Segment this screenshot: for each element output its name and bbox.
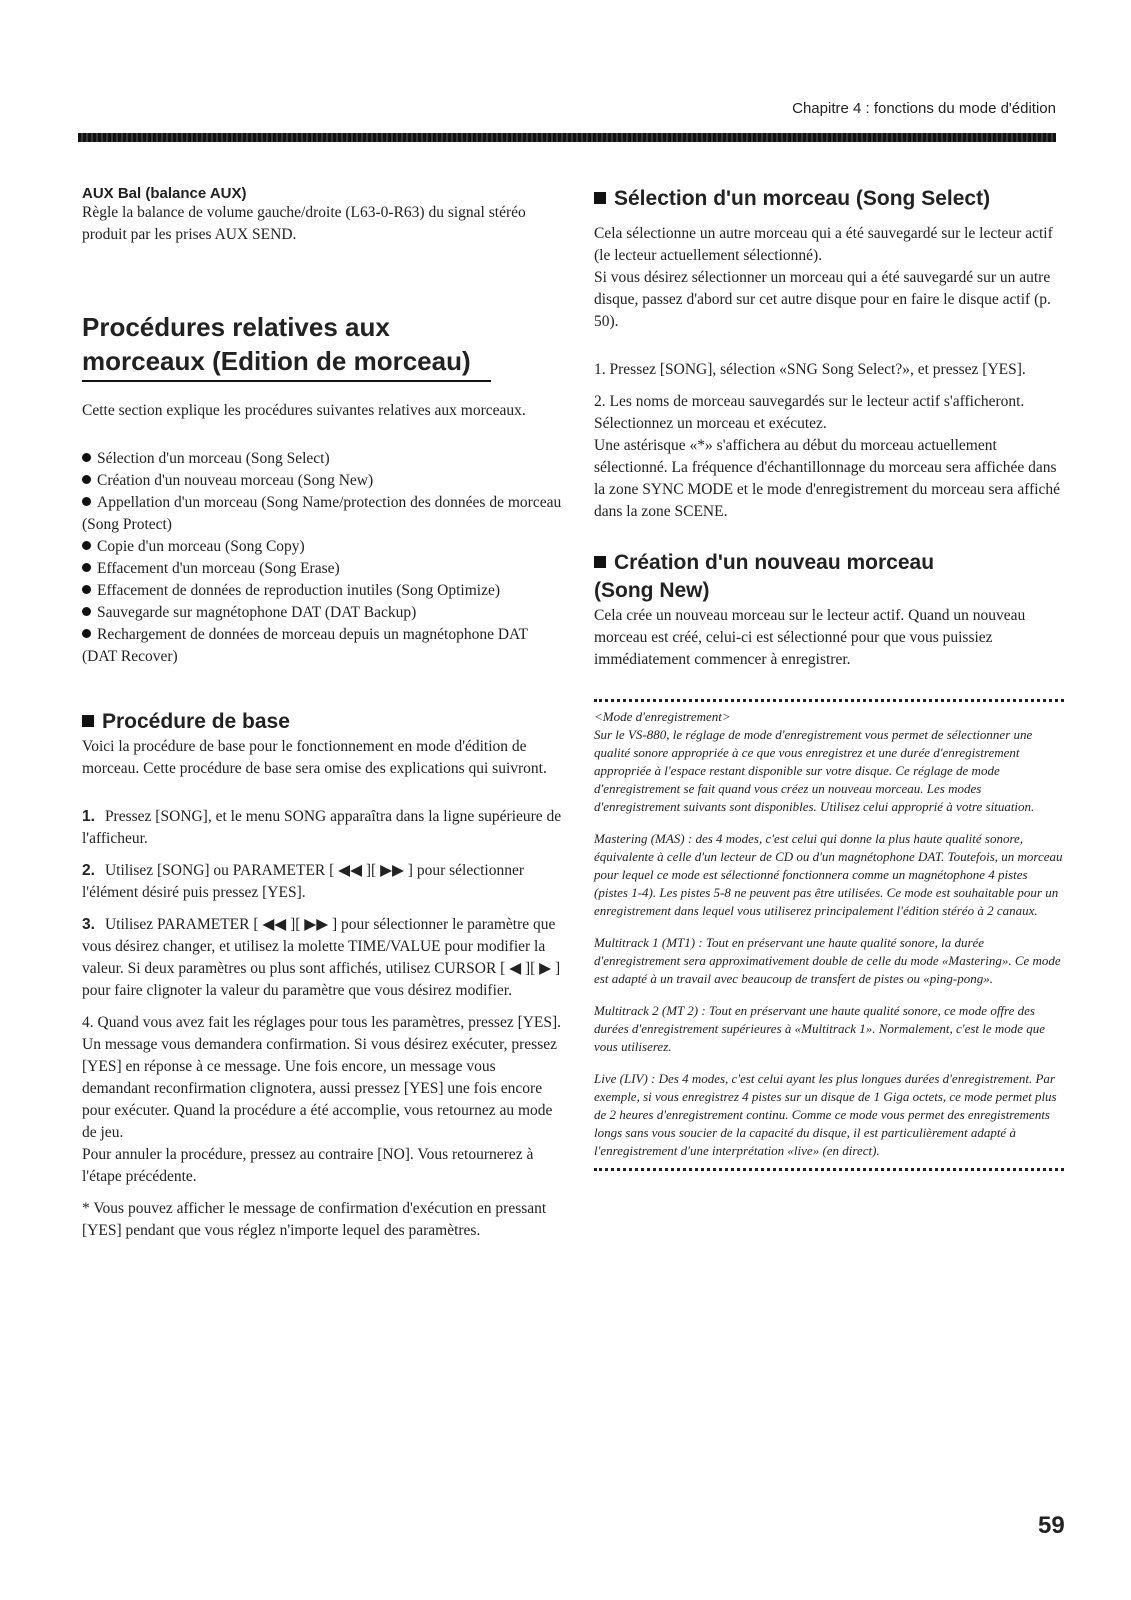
note-live: Live (LIV) : Des 4 modes, c'est celui ayant les plus longues durées d'enregistrement. Par exemple, si vous enregistrez 4 pistes sur un disque de 1 Giga octets, ce mode permet plus de 2 heures d'enregistrement continu. Comme ce mode vous permet des enregistrements longs sans vous soucier de la capacité du disque, il est particulièrement adapté à l'enregistrement d'une interprétation «live» (en direct).	[594, 1071, 1057, 1158]
song-select-step-1: 1. Pressez [SONG], sélection «SNG Song Select?», et pressez [YES].	[594, 361, 1026, 378]
song-new-heading: Création d'un nouveau morceau (Song New)	[594, 551, 935, 602]
step-item: 2. Utilisez [SONG] ou PARAMETER [ ◀◀ ][ ▶▶ ] pour sélectionner l'élément désiré puis pressez [YES].	[82, 862, 524, 901]
note-multitrack-1: Multitrack 1 (MT1) : Tout en préservant une haute qualité sonore, la durée d'enregistrement sera approximativement double de celle du mode «Mastering». Ce mode est adapté à un travail avec beaucoup de transfert de pistes ou «ping-pong».	[594, 935, 1061, 986]
page-number: 59	[1038, 1512, 1065, 1539]
section-title-line1: Procédures relatives aux	[82, 312, 390, 342]
bullet-icon	[82, 607, 91, 616]
base-procedure-text: Voici la procédure de base pour le fonctionnement en mode d'édition de morceau. Cette procédure de base sera omise des explications qui suivront.	[82, 738, 547, 777]
step-4-detail: Un message vous demandera confirmation. Si vous désirez exécuter, pressez [YES] en réponse à ce message. Une fois encore, un message vous demandant reconfirmation clignotera, aussi pressez [YES] une fois encore pour exécuter. Quand la procédure a été accomplie, vous retournez au mode de jeu.	[82, 1036, 557, 1141]
procedure-list	[82, 448, 562, 668]
list-item: Effacement de données de reproduction inutiles (Song Optimize)	[82, 580, 562, 602]
bullet-icon	[82, 629, 91, 638]
list-item: Rechargement de données de morceau depuis un magnétophone DAT (DAT Recover)	[82, 626, 528, 665]
list-item: Appellation d'un morceau (Song Name/protection des données de morceau (Song Protect)	[82, 494, 562, 533]
note-divider	[594, 1168, 1064, 1171]
chapter-header: Chapitre 4 : fonctions du mode d'édition	[792, 100, 1056, 117]
list-item: Sélection d'un morceau (Song Select)	[82, 448, 562, 470]
header-rule	[78, 133, 1056, 142]
note-title: <Mode d'enregistrement>	[594, 709, 731, 724]
section-title-line2: morceaux (Edition de morceau)	[82, 344, 491, 382]
step-item: 3. Utilisez PARAMETER [ ◀◀ ][ ▶▶ ] pour sélectionner le paramètre que vous désirez changer, et utilisez la molette TIME/VALUE pour modifier la valeur. Si deux paramètres ou plus sont affichés, utilisez CURSOR [ ◀ ][ ▶ ] pour faire clignoter la valeur du paramètre que vous désirez modifier.	[82, 916, 561, 999]
song-select-text-2: Si vous désirez sélectionner un morceau qui a été sauvegardé sur un autre disque, passez d'abord sur cet autre disque pour en faire le disque actif (p. 50).	[594, 269, 1051, 330]
left-column	[82, 185, 562, 1242]
step-item: 1. Pressez [SONG], et le menu SONG apparaîtra dans la ligne supérieure de l'afficheur.	[82, 808, 562, 847]
bullet-icon	[82, 563, 91, 572]
tip-text: * Vous pouvez afficher le message de confirmation d'exécution en pressant [YES] pendant que vous réglez n'importe lequel des paramètres.	[82, 1200, 547, 1239]
steps-list	[82, 806, 562, 1002]
song-select-text-1: Cela sélectionne un autre morceau qui a été sauvegardé sur le lecteur actif (le lecteur actuellement sélectionné).	[594, 225, 1053, 264]
note-mastering: Mastering (MAS) : des 4 modes, c'est celui qui donne la plus haute qualité sonore, équivalente à celle d'un lecteur de CD ou d'un magnétophone DAT. Toutefois, un morceau pour lequel ce mode est sélectionné fonctionnera comme un magnétophone 4 pistes (pistes 1-4). Les pistes 5-8 ne peuvent pas être utilisées. Ce mode est souhaitable pour un enregistrement dans lequel vous utiliserez principalement l'édition stéréo à 2 canaux.	[594, 831, 1063, 918]
bullet-icon	[82, 541, 91, 550]
recording-mode-note	[594, 699, 1064, 1171]
song-new-text: Cela crée un nouveau morceau sur le lecteur actif. Quand un nouveau morceau est créé, celui-ci est sélectionné pour que vous puissiez immédiatement commencer à enregistrer.	[594, 607, 1026, 668]
list-item: Sauvegarde sur magnétophone DAT (DAT Backup)	[82, 602, 562, 624]
song-select-step-2-detail: Une astérisque «*» s'affichera au début du morceau actuellement sélectionné. La fréquence d'échantillonnage du morceau sera affichée dans la zone SYNC MODE et le mode d'enregistrement du morceau sera affiché dans la zone SCENE.	[594, 437, 1061, 520]
square-bullet-icon	[594, 192, 606, 204]
bullet-icon	[82, 475, 91, 484]
note-multitrack-2: Multitrack 2 (MT 2) : Tout en préservant une haute qualité sonore, ce mode offre des durées d'enregistrement supérieures à «Multitrack 1». Normalement, c'est le mode que vous utiliserez.	[594, 1003, 1046, 1054]
list-item: Copie d'un morceau (Song Copy)	[82, 536, 562, 558]
bullet-icon	[82, 497, 91, 506]
section-title	[82, 310, 562, 382]
note-intro: Sur le VS-880, le réglage de mode d'enregistrement vous permet de sélectionner une qualité sonore appropriée à ce que vous enregistrez et une durée d'enregistrement appropriée à l'espace restant disponible sur votre disque. Ce réglage de mode d'enregistrement se fait quand vous créez un nouveau morceau. Les modes d'enregistrement suivants sont disponibles. Utilisez celui approprié à votre situation.	[594, 727, 1035, 814]
base-procedure-heading: Procédure de base	[82, 708, 562, 736]
aux-bal-title: AUX Bal (balance AUX)	[82, 185, 247, 202]
right-column	[594, 185, 1064, 1177]
cancel-text: Pour annuler la procédure, pressez au contraire [NO]. Vous retournerez à l'étape précédente.	[82, 1146, 534, 1185]
step-4: 4. Quand vous avez fait les réglages pour tous les paramètres, pressez [YES].	[82, 1014, 562, 1031]
aux-bal-text: Règle la balance de volume gauche/droite (L63-0-R63) du signal stéréo produit par les prises AUX SEND.	[82, 204, 526, 243]
song-select-heading: Sélection d'un morceau (Song Select)	[594, 185, 1064, 213]
list-item: Création d'un nouveau morceau (Song New)	[82, 470, 562, 492]
square-bullet-icon	[594, 556, 606, 568]
bullet-icon	[82, 453, 91, 462]
bullet-icon	[82, 585, 91, 594]
note-divider	[594, 699, 1064, 702]
list-item: Effacement d'un morceau (Song Erase)	[82, 558, 562, 580]
section-intro: Cette section explique les procédures suivantes relatives aux morceaux.	[82, 402, 526, 419]
square-bullet-icon	[82, 715, 94, 727]
song-select-step-2: 2. Les noms de morceau sauvegardés sur le lecteur actif s'afficheront. Sélectionnez un morceau et exécutez.	[594, 393, 1025, 432]
